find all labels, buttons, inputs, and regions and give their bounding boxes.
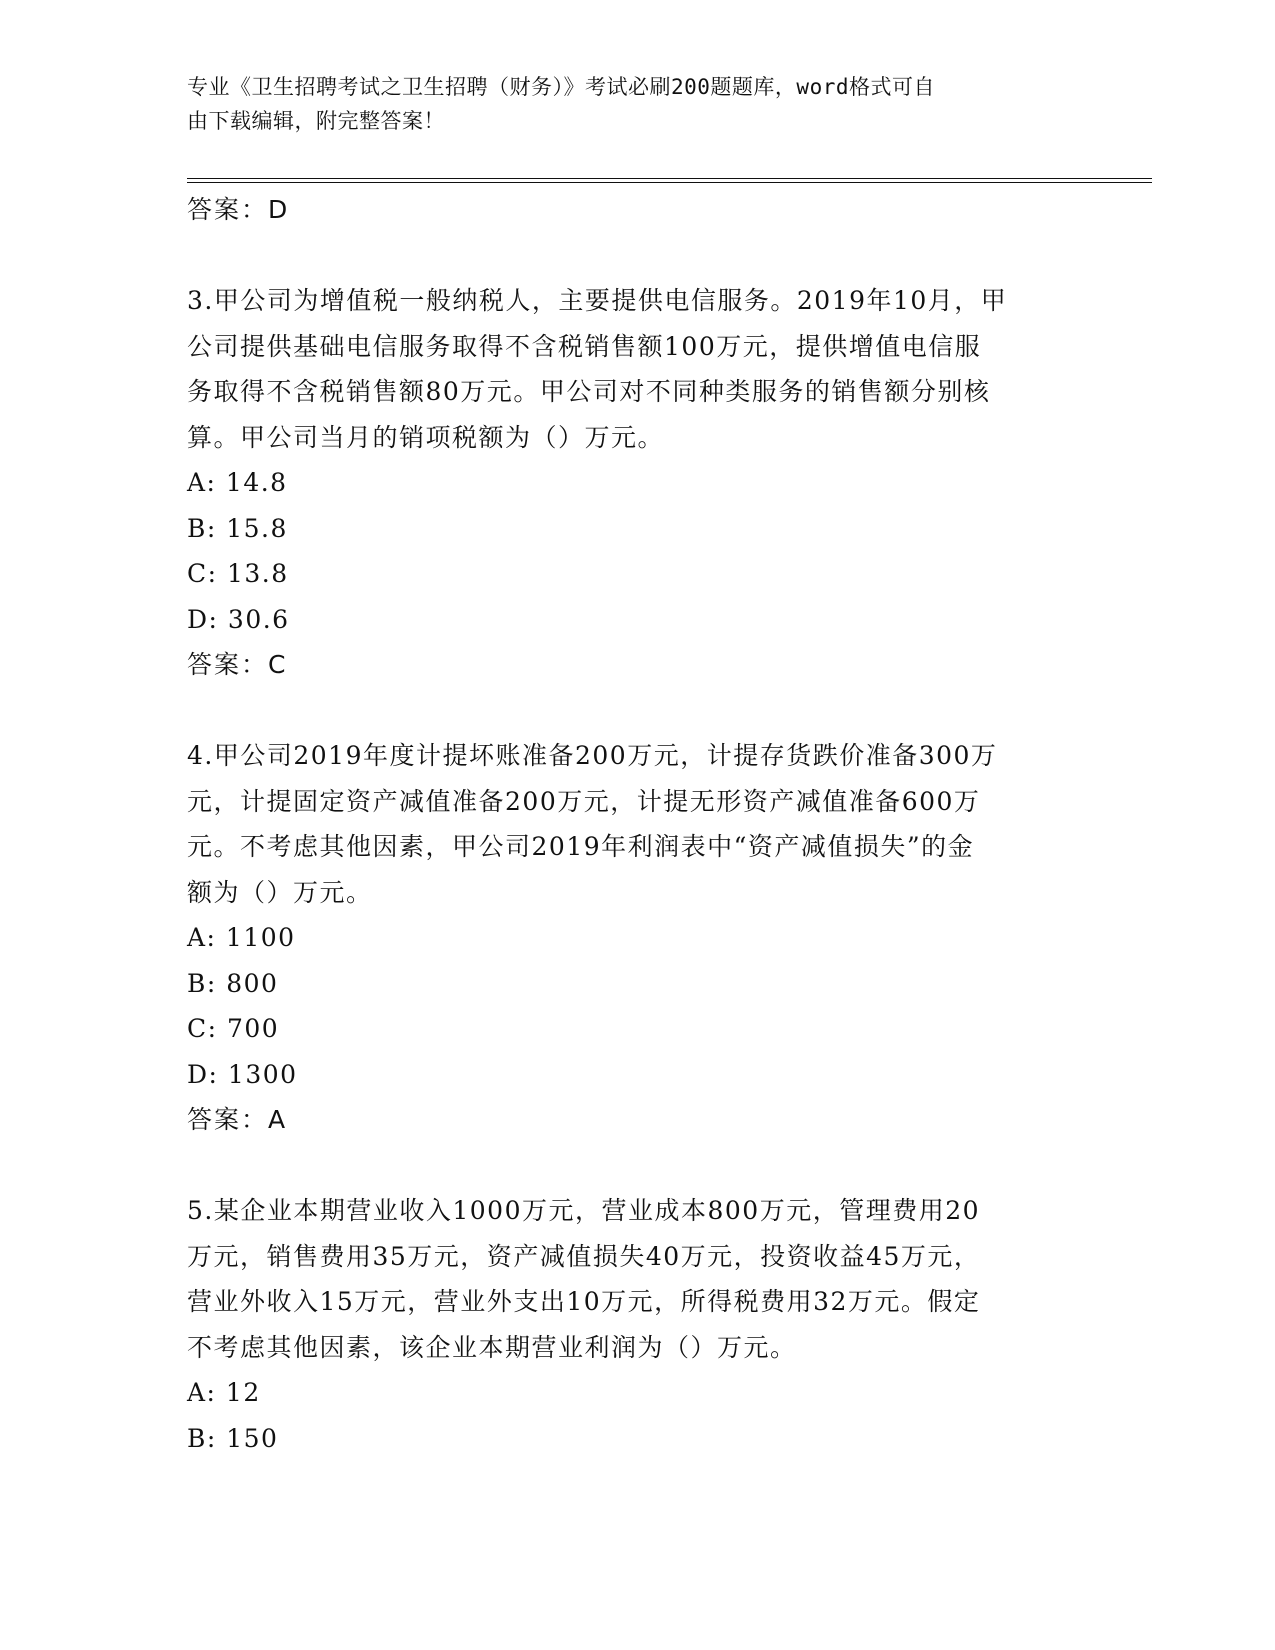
question-4-option-a: A: 1100 xyxy=(187,923,296,952)
spacer xyxy=(187,688,1087,734)
question-5-stem-line: 不考虑其他因素，该企业本期营业利润为（）万元。 xyxy=(187,1332,797,1362)
question-3 xyxy=(187,278,1087,688)
spacer xyxy=(187,1143,1087,1189)
question-3-stem-line: 算。甲公司当月的销项税额为（）万元。 xyxy=(187,422,665,452)
question-3-stem-line: 3.甲公司为增值税一般纳税人，主要提供电信服务。2019年10月，甲 xyxy=(187,286,1008,315)
question-3-option-d: D: 30.6 xyxy=(187,604,290,634)
question-5-stem-line: 营业外收入15万元，营业外支出10万元，所得税费用32万元。假定 xyxy=(187,1287,981,1316)
question-4-option-d: D: 1300 xyxy=(187,1059,298,1089)
question-3-answer: 答案：C xyxy=(187,650,288,679)
header-line-2: 由下载编辑，附完整答案！ xyxy=(187,109,445,133)
question-5 xyxy=(187,1188,1087,1461)
question-4-answer: 答案：A xyxy=(187,1105,288,1134)
question-5-stem-line: 5.某企业本期营业收入1000万元，营业成本800万元，管理费用20 xyxy=(187,1196,981,1225)
question-4-option-b: B: 800 xyxy=(187,968,279,998)
question-3-stem-line: 公司提供基础电信服务取得不含税销售额100万元，提供增值电信服 xyxy=(187,331,982,361)
question-4 xyxy=(187,733,1087,1143)
question-5-stem-line: 万元，销售费用35万元，资产减值损失40万元，投资收益45万元， xyxy=(187,1241,981,1271)
answer-prev: 答案：D xyxy=(187,195,290,224)
header-rule-top xyxy=(187,178,1152,179)
question-4-stem-line: 元。不考虑其他因素，甲公司2019年利润表中“资产减值损失”的金 xyxy=(187,832,975,861)
question-3-option-c: C: 13.8 xyxy=(187,559,289,588)
question-3-stem-line: 务取得不含税销售额80万元。甲公司对不同种类服务的销售额分别核 xyxy=(187,377,991,406)
header-rule-bottom xyxy=(187,182,1152,183)
question-3-option-a: A: 14.8 xyxy=(187,468,288,497)
question-4-stem-line: 4.甲公司2019年度计提坏账准备200万元，计提存货跌价准备300万 xyxy=(187,741,998,770)
question-5-option-b: B: 150 xyxy=(187,1423,279,1453)
document-header xyxy=(187,70,1067,138)
question-3-option-b: B: 15.8 xyxy=(187,513,288,543)
document-body xyxy=(187,187,1087,1461)
question-5-option-a: A: 12 xyxy=(187,1378,261,1407)
question-4-stem-line: 额为（）万元。 xyxy=(187,877,373,907)
spacer xyxy=(187,233,1087,279)
question-4-option-c: C: 700 xyxy=(187,1014,280,1043)
header-line-1: 专业《卫生招聘考试之卫生招聘（财务）》考试必刷200题题库，word格式可自 xyxy=(187,75,935,99)
question-4-stem-line: 元，计提固定资产减值准备200万元，计提无形资产减值准备600万 xyxy=(187,786,981,816)
